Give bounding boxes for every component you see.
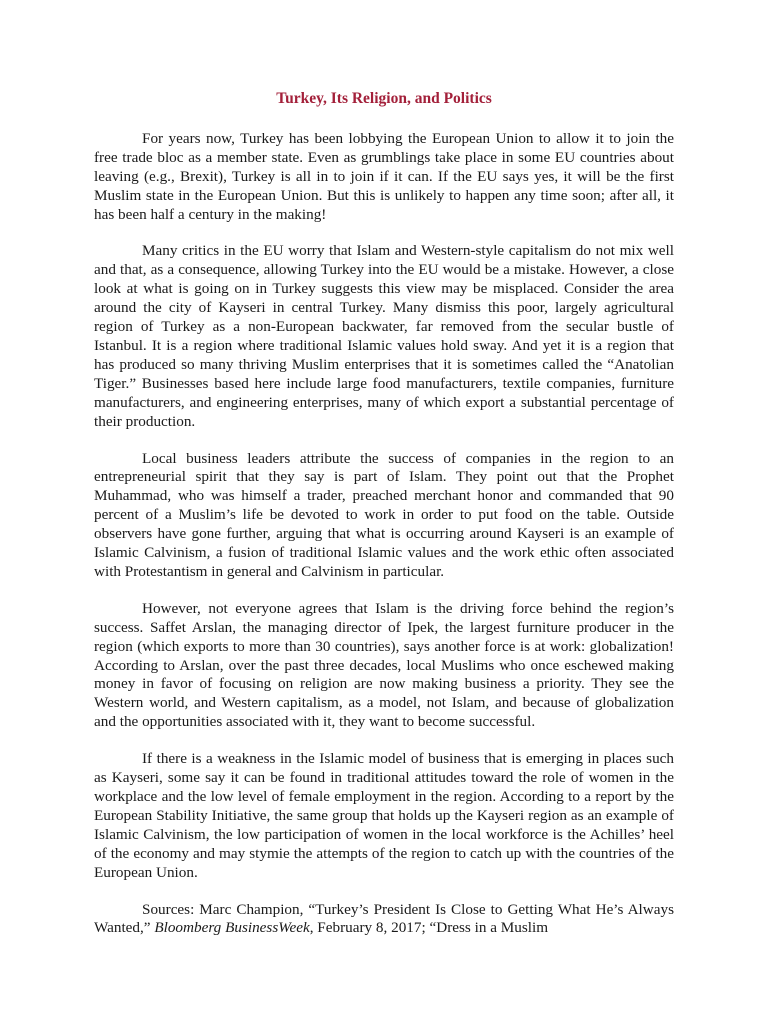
paragraph-3: Local business leaders attribute the success of companies in the region to an entrepreneurial spirit that they say is part of Islam. They point out that the Prophet Muhammad, who was himself a trader, preached merchant honor and commanded that 90 percent of a Muslim’s life be devoted to work in order to put food on the table. Outside observers have gone further, arguing that what is occurring around Kayseri is an example of Islamic Calvinism, a fusion of traditional Islamic values and the work ethic often associated with Protestantism in general and Calvinism in particular.: [94, 449, 674, 580]
document-body: [94, 84, 674, 938]
sources-publication: Bloomberg BusinessWeek: [154, 919, 310, 937]
paragraph-2: Many critics in the EU worry that Islam and Western-style capitalism do not mix well and that, as a consequence, allowing Turkey into the EU would be a mistake. However, a close look at what is going on in Turkey suggests this view may be misplaced. Consider the area around the city of Kayseri in central Turkey. Many dismiss this poor, largely agricultural region of Turkey as a non-European backwater, far removed from the secular bustle of Istanbul. It is a region where traditional Islamic values hold sway. And yet it is a region that has produced so many thriving Muslim enterprises that it is sometimes called the “Anatolian Tiger.” Businesses based here include large food manufacturers, textile companies, furniture manufacturers, and engineering enterprises, many of which export a substantial percentage of their production.: [94, 242, 674, 430]
sources-lead: Sources: Marc Champion, “Turkey’s President Is Close to Getting What He’s Always Wanted,”: [94, 900, 674, 937]
paragraph-4: However, not everyone agrees that Islam is the driving force behind the region’s success. Saffet Arslan, the managing director of Ipek, the largest furniture producer in the region (which exports to more than 30 countries), says another force is at work: globalization! According to Arslan, over the past three decades, local Muslims who once eschewed making money in favor of focusing on religion are now making business a priority. They see the Western world, and Western capitalism, as a model, not Islam, and because of globalization and the opportunities associated with it, they want to become successful.: [94, 599, 674, 731]
document-title: Turkey, Its Religion, and Politics: [276, 90, 492, 107]
paragraph-1: For years now, Turkey has been lobbying the European Union to allow it to join the free trade bloc as a member state. Even as grumblings take place in some EU countries about leaving (e.g., Brexit), Turkey is all in to join if it can. If the EU says yes, it will be the first Muslim state in the European Union. But this is unlikely to happen any time soon; after all, it has been half a century in the making!: [94, 129, 674, 223]
sources-citation: [94, 901, 674, 939]
paragraph-5: If there is a weakness in the Islamic model of business that is emerging in places such as Kayseri, some say it can be found in traditional attitudes toward the role of women in the workplace and the low level of female employment in the region. According to a report by the European Stability Initiative, the same group that holds up the Kayseri region as an example of Islamic Calvinism, the low participation of women in the local workforce is the Achilles’ heel of the economy and may stymie the attempts of the region to catch up with the countries of the European Union.: [94, 750, 674, 881]
sources-tail: , February 8, 2017; “Dress in a Muslim: [309, 919, 549, 937]
